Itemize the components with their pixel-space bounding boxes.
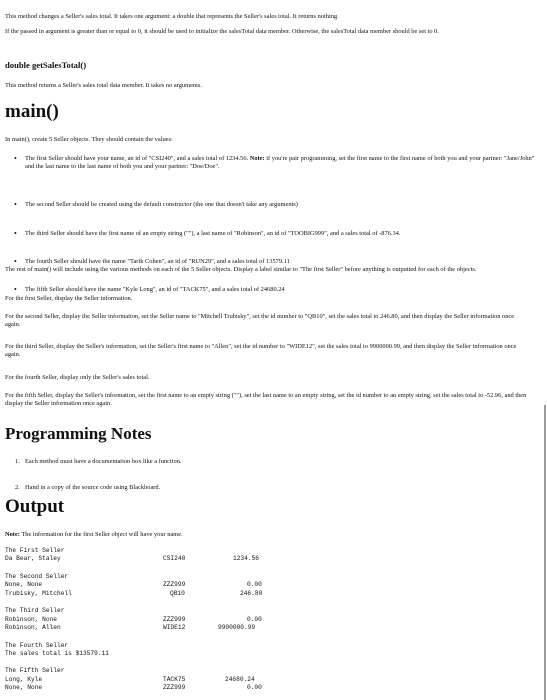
output-label: The Third Seller <box>5 607 65 614</box>
output-name: Robinson, None <box>5 616 57 623</box>
set-sales-total-rule: If the passed in argument is greater than or equal to 0, it should be used to initialize the salesTotal data member. Otherwise, the salesTotal data member should be set to 0. <box>5 28 439 35</box>
output-label: The Fifth Seller <box>5 667 65 674</box>
seller5-instructions: For the fifth Seller, display the Seller's information, set the first name to an empty string (""), set the last name to an empty string, set the id number to an empty string, set the sales total to -52.96, and then display the Seller information once again. <box>5 392 527 408</box>
output-id: QB10 <box>170 590 185 597</box>
list-item <box>5 155 537 171</box>
vertical-scrollbar[interactable] <box>541 0 547 700</box>
get-sales-total-heading: double getSalesTotal() <box>5 60 87 70</box>
bullet-icon: • <box>14 228 17 238</box>
seller1-instructions: For the first Seller, display the Seller information. <box>5 295 133 302</box>
bullet-text: The fifth Seller should have the name "Kyle Long", an id of "TACK75", and a sales total of 24680.24 <box>25 286 285 294</box>
bullet-icon: • <box>14 200 17 210</box>
get-sales-total-description: This method returns a Seller's sales total data member. It takes no arguments. <box>5 82 202 89</box>
scrollbar-thumb[interactable] <box>544 405 546 700</box>
programming-notes-list <box>5 458 182 492</box>
main-rest-paragraph: The rest of main() will include using the various methods on each of the 5 Seller objects. Display a label similar to "The first Seller" before anything is outputted for each of the objects. <box>5 266 477 273</box>
output-id: CSI240 <box>163 555 186 562</box>
output-label: The Fourth Seller <box>5 642 69 649</box>
output-total: 24680.24 <box>225 676 255 683</box>
seller4-instructions: For the fourth Seller, display only the Seller's sales total. <box>5 374 150 381</box>
bullet-text: The fourth Seller should have the name "Tarik Cohen", an id of "RUN29", and a sales total of 13579.11 <box>25 257 290 265</box>
output-note <box>5 531 183 539</box>
list-item <box>5 484 182 492</box>
output-sales-total-line: The sales total is $13579.11 <box>5 650 109 657</box>
output-name: Trubisky, Mitchell <box>5 590 72 597</box>
set-sales-total-description: This method changes a Seller's sales total. It takes one argument: a double that represents the Seller's sales total. It returns nothing. <box>5 13 339 20</box>
list-item <box>5 230 537 238</box>
note-text: Hand in a copy of the source code using Blackboard. <box>25 484 161 492</box>
output-total: 0.00 <box>247 616 262 623</box>
list-number: 1. <box>15 458 20 465</box>
output-name: Long, Kyle <box>5 676 43 683</box>
seller2-instructions: For the second Seller, display the Seller information, set the Seller name to "Mitchell Trubisky", set the id number to "QB10", set the sales total to 246.80, and then display the Seller information once again. <box>5 313 515 329</box>
bullet-text: The third Seller should have the first name of an empty string (""), a last name of "Robinson", an id of "TOOBIG999", and a sales total of -876.34. <box>25 229 401 237</box>
seller3-instructions: For the third Seller, display the Seller's information, set the Seller's first name to "Allen", set the id number to "WIDE12", set the sales total to 9900000.99, and then display the Seller information once again. <box>5 343 517 359</box>
bullet-text: The second Seller should be created using the default constructor (the one that doesn't take any arguments) <box>25 201 298 209</box>
list-number: 2. <box>15 484 20 492</box>
programming-notes-heading: Programming Notes <box>5 424 152 443</box>
list-item <box>5 258 537 266</box>
output-total: 9900000.99 <box>218 624 256 631</box>
output-heading: Output <box>5 496 65 517</box>
note-text: Each method must have a documentation box like a function. <box>25 458 182 465</box>
output-id: ZZZ999 <box>163 684 186 691</box>
output-id: TACK75 <box>163 676 186 683</box>
output-name: None, None <box>5 684 43 691</box>
bullet-text: The first Seller should have your name, an id of "CSI240", and a sales total of 1234.56. <box>25 155 250 162</box>
main-heading: main() <box>5 101 59 122</box>
output-total: 1234.56 <box>233 555 259 562</box>
note-text: The information for the first Seller object will have your name. <box>19 531 183 538</box>
list-item <box>5 458 182 466</box>
bullet-icon: • <box>14 285 17 295</box>
list-item <box>5 286 537 294</box>
output-id: ZZZ999 <box>163 616 186 623</box>
output-id: WIDE12 <box>163 624 186 631</box>
output-id: ZZZ999 <box>163 581 186 588</box>
output-total: 0.00 <box>247 684 262 691</box>
output-label: The Second Seller <box>5 573 69 580</box>
output-total: 246.80 <box>240 590 263 597</box>
bullet-icon: • <box>14 256 17 266</box>
list-item <box>5 201 537 209</box>
output-name: Da Bear, Staley <box>5 555 61 562</box>
output-total: 0.00 <box>247 581 262 588</box>
bullet-icon: • <box>14 154 17 163</box>
note-label: Note: <box>249 155 265 162</box>
bullet-text: if you're pair programming, set the first name to the first name of both you and your partner: "Jane/John" and the last name to the last name of both you and your partner: "Doe/Doe". <box>25 155 535 171</box>
note-label: Note: <box>5 531 20 538</box>
output-name: Robinson, Allen <box>5 624 61 631</box>
output-name: None, None <box>5 581 43 588</box>
main-intro: In main(), create 5 Seller objects. They should contain the values: <box>5 136 173 143</box>
output-label: The First Seller <box>5 547 65 554</box>
